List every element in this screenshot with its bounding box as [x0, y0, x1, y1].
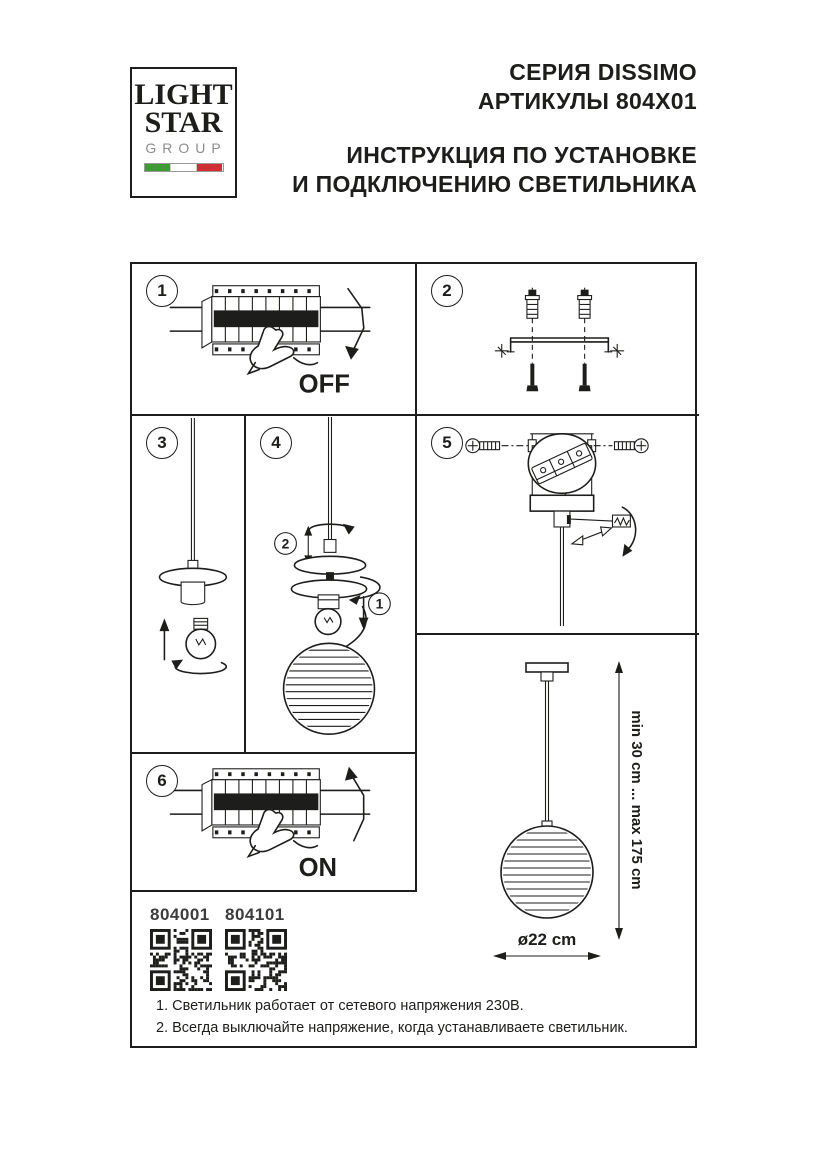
instruction-title-line1: ИНСТРУКЦИЯ ПО УСТАНОВКЕ [346, 142, 697, 168]
off-label: OFF [298, 370, 350, 399]
diameter-dimension-label: ø22 cm [517, 930, 577, 949]
socket-bulb-icon [315, 595, 341, 635]
step-3-badge: 3 [146, 427, 178, 459]
terminal-block-balloon [528, 434, 595, 504]
step-5-panel [417, 416, 699, 635]
pendant-lamp-drawing [501, 663, 593, 918]
step-6-badge: 6 [146, 765, 178, 797]
cord-lock-icon [324, 540, 336, 553]
dimension-diagram [417, 635, 699, 1050]
globe-assembly-illustration [246, 416, 415, 752]
rotate-arrow-icon [171, 660, 226, 674]
flag-red-segment [197, 164, 222, 171]
note-line: 2. Всегда выключайте напряжение, когда устанавливаете светильник. [156, 1020, 628, 1036]
arrow-down-icon [345, 346, 359, 360]
notes-section [156, 995, 696, 1039]
canopy-icon [530, 495, 593, 626]
steps-grid [130, 262, 697, 1048]
insert-callout [359, 593, 391, 630]
light-bulb-icon [186, 618, 215, 658]
arrow-up-icon [160, 618, 170, 659]
note-line: 1. Светильник работает от сетевого напряжения 230В. [156, 998, 524, 1014]
mounting-bar-icon [507, 338, 613, 352]
diameter-dimension [493, 930, 601, 960]
callout-2-label: 2 [281, 535, 290, 552]
callout-1-label: 1 [375, 595, 384, 612]
height-dimension-label: min 30 cm ... max 175 cm [628, 710, 645, 890]
screw-icon [526, 364, 538, 392]
lightstar-logo [130, 67, 237, 198]
logo-star-text: STAR [144, 106, 223, 139]
on-label: ON [298, 854, 338, 883]
arrow-up-icon [345, 767, 358, 781]
side-screw-icon [495, 344, 509, 358]
pendant-cord-icon [329, 417, 332, 540]
pendant-cord-icon [188, 418, 198, 571]
series-title: СЕРИЯ DISSIMO [509, 59, 697, 85]
qr-code [150, 929, 212, 991]
step-1-panel [132, 264, 417, 416]
articles-title: АРТИКУЛЫ 804X01 [477, 88, 697, 114]
lamp-shade-icon [160, 568, 227, 604]
instruction-title-line2: И ПОДКЛЮЧЕНИЮ СВЕТИЛЬНИКА [292, 171, 697, 197]
logo-group-text: GROUP [145, 140, 227, 156]
step-6-panel [132, 754, 417, 892]
flag-white-segment [170, 164, 197, 171]
logo-light-text: LIGHT [134, 78, 233, 111]
wall-anchor-icon [525, 288, 539, 319]
header-titles [292, 58, 697, 199]
italian-flag-icon [144, 163, 224, 172]
wall-anchor-icon [578, 288, 592, 319]
step-4-panel [246, 416, 417, 754]
product-codes-section [150, 905, 287, 991]
step-3-panel [132, 416, 246, 754]
flag-green-segment [145, 164, 170, 171]
step-5-badge: 5 [431, 427, 463, 459]
screw-icon [594, 439, 648, 453]
spring-clip-icon [571, 515, 630, 527]
upper-disc-icon [294, 556, 365, 581]
screw-icon [466, 439, 530, 453]
side-screw-icon [610, 344, 624, 358]
product-code-label: 804001 [150, 905, 210, 924]
product-code-label: 804101 [225, 905, 285, 924]
screw-icon [579, 364, 591, 392]
step-4-badge: 4 [260, 427, 292, 459]
step-1-badge: 1 [146, 275, 178, 307]
slide-arrow-icon [572, 527, 612, 545]
height-dimension [615, 661, 645, 940]
step-2-panel [417, 264, 699, 416]
globe-shade-icon [284, 643, 375, 734]
step-2-badge: 2 [431, 275, 463, 307]
pendant-bulb-illustration [132, 416, 244, 752]
qr-code [225, 929, 287, 991]
